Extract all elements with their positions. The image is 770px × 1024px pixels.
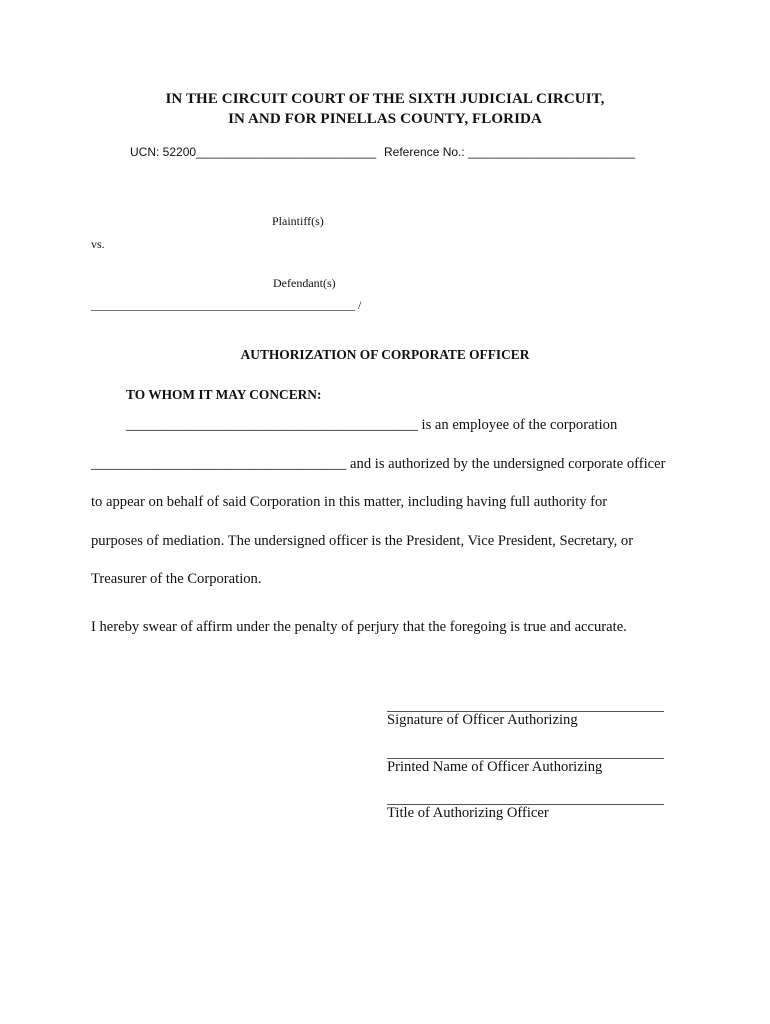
body-line-employee: ________________________________________ is an employee of the corporation xyxy=(126,417,618,433)
body-line-treasurer: Treasurer of the Corporation. xyxy=(91,571,262,587)
court-header-line1: IN THE CIRCUIT COURT OF THE SIXTH JUDICIAL CIRCUIT, xyxy=(165,91,605,107)
signature-label: Signature of Officer Authorizing xyxy=(387,712,578,728)
body-line-mediation: purposes of mediation. The undersigned officer is the President, Vice President, Secretary, or xyxy=(91,533,634,549)
printed-name-label: Printed Name of Officer Authorizing xyxy=(387,759,603,775)
body-line-appear: to appear on behalf of said Corporation in this matter, including having full authority for xyxy=(91,494,608,510)
plaintiff-label: Plaintiff(s) xyxy=(272,214,324,228)
body-line-authorized: ___________________________________ and is authorized by the undersigned corporate officer xyxy=(91,456,666,472)
oath-statement: I hereby swear of affirm under the penalty of perjury that the foregoing is true and accurate. xyxy=(91,619,627,635)
defendant-label: Defendant(s) xyxy=(273,276,336,290)
court-header-line2: IN AND FOR PINELLAS COUNTY, FLORIDA xyxy=(228,111,542,127)
reference-number-field: Reference No.: _________________________ xyxy=(384,145,635,159)
document-title: AUTHORIZATION OF CORPORATE OFFICER xyxy=(240,347,530,362)
caption-line: ____________________________________________ / xyxy=(91,298,362,312)
title-label: Title of Authorizing Officer xyxy=(387,805,549,821)
versus-label: vs. xyxy=(91,237,105,251)
salutation: TO WHOM IT MAY CONCERN: xyxy=(126,387,322,402)
ucn-field: UCN: 52200___________________________ xyxy=(130,145,377,159)
